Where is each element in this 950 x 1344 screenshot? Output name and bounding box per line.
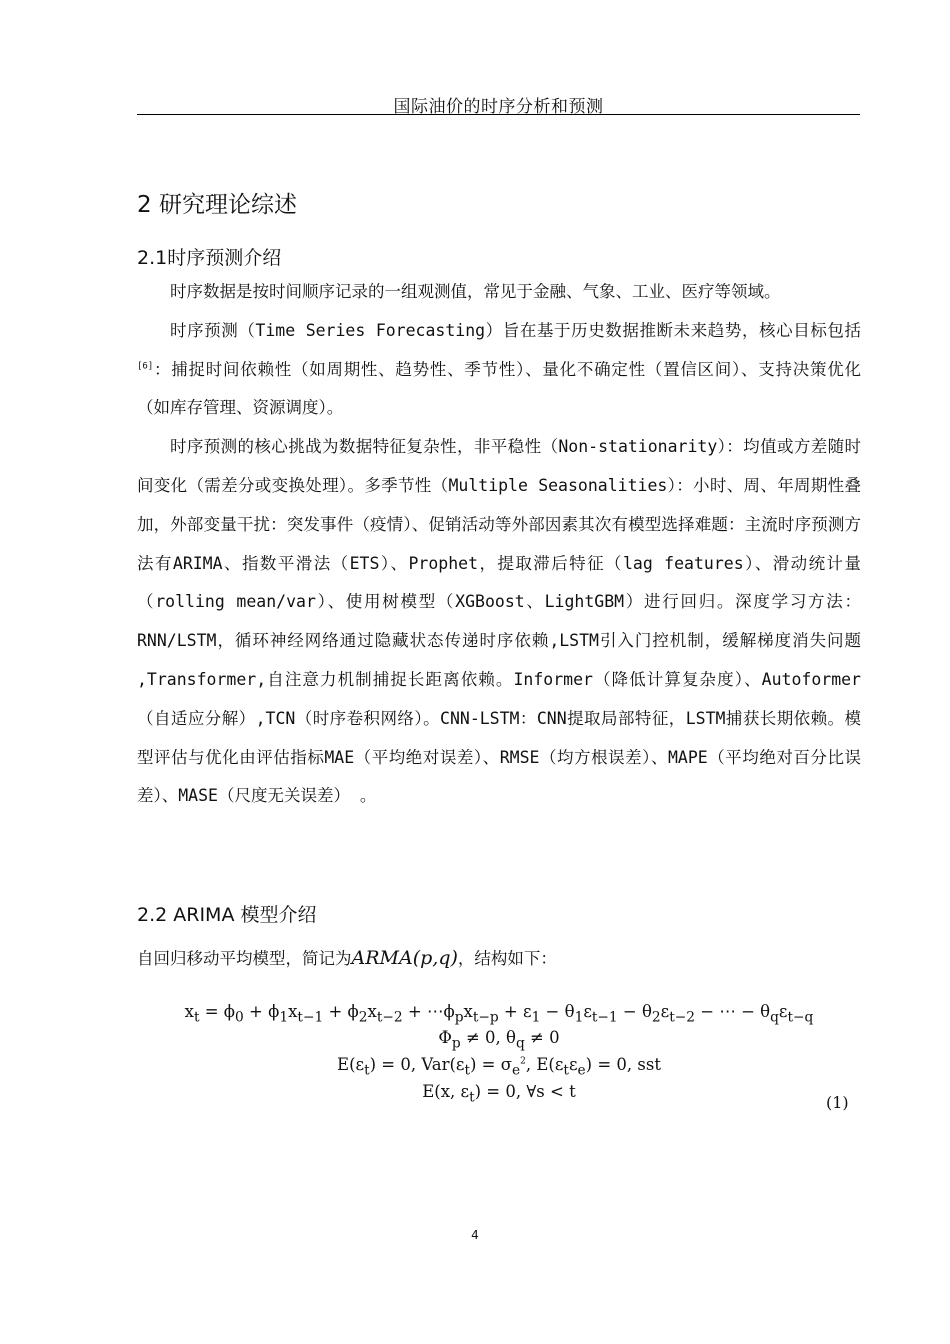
equation-number: (1) — [826, 1093, 849, 1112]
equation-line-3: $E(\varepsilon_t) = 0$, $Var(\varepsilon_t) = \sigma_e^2$, $E(\varepsilon_t\varepsilon_e) = 0$, sst — [337, 1055, 661, 1079]
arima-intro-text-b: ，结构如下： — [457, 949, 557, 968]
running-header: 国际油价的时序分析和预测 — [393, 97, 604, 117]
subsection-2-1-body — [137, 273, 861, 816]
arima-intro-text-a: 自回归移动平均模型，简记为 — [137, 949, 352, 968]
paragraph-2 — [137, 312, 861, 428]
header-rule — [137, 114, 860, 115]
paragraph-2-text-b: ：捕捉时间依赖性（如周期性、趋势性、季节性）、量化不确定性（置信区间）、支持决策优化（如库存管理、资源调度）。 — [137, 359, 861, 418]
section-title: 2 研究理论综述 — [137, 192, 297, 218]
subsection-title-2-2: 2.2 ARIMA 模型介绍 — [137, 904, 317, 926]
arima-intro-line — [137, 945, 557, 969]
equation-line-4: E(x, $\varepsilon_t) = 0$, ∀s < t — [422, 1082, 576, 1106]
paragraph-2-text-a: 时序预测（Time Series Forecasting）旨在基于历史数据推断未来趋势，核心目标包括 — [170, 320, 861, 340]
subsection-title-2-1: 2.1时序预测介绍 — [137, 247, 282, 269]
equation-line-2: $\Phi_p \ne 0$, $\theta_q \ne 0$ — [438, 1028, 560, 1052]
paragraph-3: 时序预测的核心挑战为数据特征复杂性，非平稳性（Non-stationarity）：均值或方差随时间变化（需差分或变换处理）。多季节性（Multiple Seasonalities）：小时、周、年周期性叠加，外部变量干扰：突发事件（疫情）、促销活动等外部因素其次有模型选择难题：主流时序预测方法有ARIMA、指数平滑法（ETS）、Prophet，提取滞后特征（lag features）、滑动统计量（rolling mean/var）、使用树模型（XGBoost、LightGBM）进行回归。深度学习方法：RNN/LSTM，循环神经网络通过隐藏状态传递时序依赖,LSTM引入门控机制，缓解梯度消失问题 ,Transformer,自注意力机制捕捉长距离依赖。Informer（降低计算复杂度）、Autoformer（自适应分解）,TCN（时序卷积网络）。CNN-LSTM：CNN提取局部特征，LSTM捕获长期依赖。模型评估与优化由评估指标MAE（平均绝对误差）、RMSE（均方根误差）、MAPE（平均绝对百分比误差）、MASE（尺度无关误差） 。 — [137, 437, 861, 806]
arma-notation: ARMA(p,q) — [351, 947, 458, 969]
citation-ref: [6] — [137, 361, 154, 372]
equation-line-1: $x_t = \phi_0 + \phi_1x_{t-1} + \phi_2x_{t-2}$ + $\cdots\phi_px_{t-p} + \varepsilon_1 - \theta_1\varepsilon_{t-1} - \theta_2\varepsilon_{t-2}$ − ⋯ − $\theta_q\varepsilon_{t-q}$ — [184, 1002, 814, 1026]
paragraph-1: 时序数据是按时间顺序记录的一组观测值，常见于金融、气象、工业、医疗等领域。 — [170, 282, 781, 301]
page-number: 4 — [471, 1228, 479, 1242]
